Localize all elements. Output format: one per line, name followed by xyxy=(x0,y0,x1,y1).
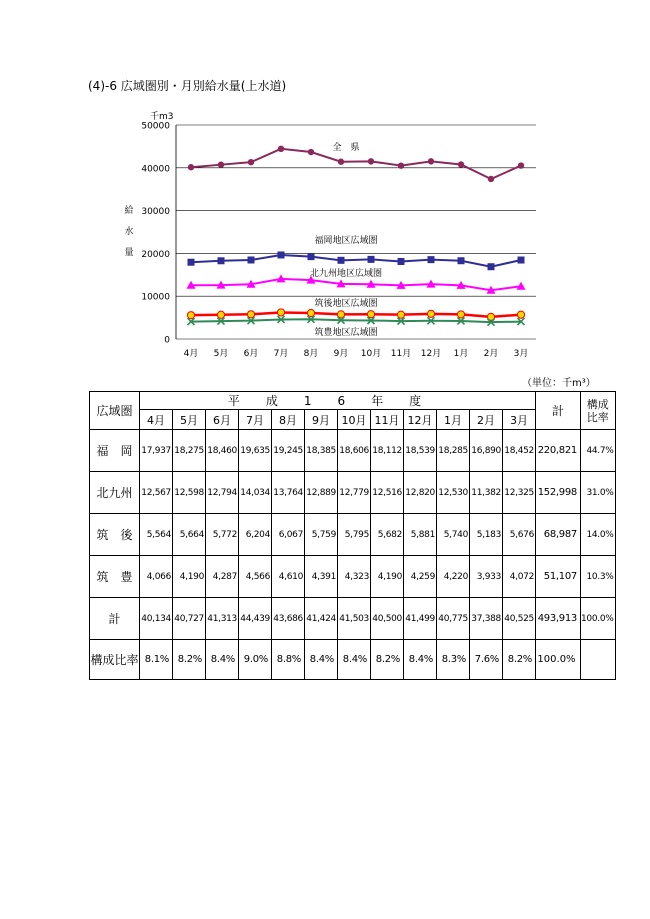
month-value: 5,881 xyxy=(404,514,437,556)
table-corner-header: 広域圏 xyxy=(90,392,140,430)
row-ratio: 31.0% xyxy=(581,472,616,514)
month-value: 14,034 xyxy=(239,472,272,514)
month-value: 5,564 xyxy=(140,514,173,556)
page-heading: (4)-6 広域圏別・月別給水量(上水道) xyxy=(88,79,287,93)
month-value: 5,664 xyxy=(173,514,206,556)
month-value: 12,820 xyxy=(404,472,437,514)
month-value: 8.4% xyxy=(206,640,239,680)
month-value: 12,794 xyxy=(206,472,239,514)
table-row xyxy=(90,430,616,472)
row-label: 北九州 xyxy=(90,472,140,514)
month-value: 5,772 xyxy=(206,514,239,556)
row-total: 100.0% xyxy=(536,640,581,680)
month-value: 8.1% xyxy=(140,640,173,680)
month-header: 7月 xyxy=(239,410,272,430)
series-0 xyxy=(188,141,524,182)
data-point xyxy=(188,164,194,170)
month-value: 18,606 xyxy=(338,430,371,472)
month-value: 5,740 xyxy=(437,514,470,556)
ratio-header xyxy=(581,392,616,430)
data-point xyxy=(367,311,374,318)
era-header xyxy=(140,392,536,410)
row-ratio: 100.0% xyxy=(581,598,616,640)
data-point xyxy=(518,162,524,168)
month-value: 4,259 xyxy=(404,556,437,598)
data-point xyxy=(397,311,404,318)
x-tick-label: 3月 xyxy=(513,349,529,359)
series-label: 福岡地区広域圏 xyxy=(314,236,378,246)
month-value: 12,530 xyxy=(437,472,470,514)
month-value: 12,779 xyxy=(338,472,371,514)
data-point xyxy=(368,158,374,164)
y-axis-label-char: 量 xyxy=(124,248,134,258)
data-point xyxy=(518,257,525,264)
month-value: 5,676 xyxy=(503,514,536,556)
month-value: 43,686 xyxy=(272,598,305,640)
table-header-row xyxy=(90,392,616,410)
series-line xyxy=(191,149,521,179)
data-point xyxy=(307,309,314,316)
data-point xyxy=(427,310,434,317)
month-value: 6,067 xyxy=(272,514,305,556)
month-header: 6月 xyxy=(206,410,239,430)
month-value: 5,795 xyxy=(338,514,371,556)
series-line xyxy=(191,312,521,316)
water-supply-table xyxy=(89,391,616,680)
x-tick-label: 8月 xyxy=(303,349,319,359)
y-tick-label: 0 xyxy=(164,335,170,346)
row-ratio: 10.3% xyxy=(581,556,616,598)
month-header: 11月 xyxy=(371,410,404,430)
month-value: 4,190 xyxy=(173,556,206,598)
row-label: 福 岡 xyxy=(90,430,140,472)
table-row xyxy=(90,514,616,556)
row-total: 51,107 xyxy=(536,556,581,598)
month-value: 13,764 xyxy=(272,472,305,514)
month-value: 4,287 xyxy=(206,556,239,598)
data-point xyxy=(338,159,344,165)
row-label: 計 xyxy=(90,598,140,640)
x-tick-label: 7月 xyxy=(273,349,289,359)
y-tick-label: 10000 xyxy=(141,292,170,303)
y-tick-label: 40000 xyxy=(141,164,170,175)
row-total: 68,987 xyxy=(536,514,581,556)
month-value: 18,539 xyxy=(404,430,437,472)
x-tick-label: 5月 xyxy=(213,349,229,359)
month-value: 12,567 xyxy=(140,472,173,514)
series-label: 筑後地区広域圏 xyxy=(314,299,378,309)
series-label: 北九州地区広域圏 xyxy=(309,269,383,279)
month-header: 10月 xyxy=(338,410,371,430)
month-value: 18,275 xyxy=(173,430,206,472)
month-header: 4月 xyxy=(140,410,173,430)
x-tick-label: 12月 xyxy=(420,349,442,359)
month-value: 18,385 xyxy=(305,430,338,472)
month-value: 41,503 xyxy=(338,598,371,640)
data-point xyxy=(277,309,284,316)
series-label: 全 県 xyxy=(332,143,360,153)
month-value: 12,516 xyxy=(371,472,404,514)
table-row xyxy=(90,556,616,598)
month-header: 2月 xyxy=(470,410,503,430)
month-value: 41,499 xyxy=(404,598,437,640)
month-value: 12,889 xyxy=(305,472,338,514)
series-2 xyxy=(187,267,526,294)
month-value: 3,933 xyxy=(470,556,503,598)
data-point xyxy=(338,257,345,264)
x-tick-label: 6月 xyxy=(243,349,259,359)
data-point xyxy=(247,311,254,318)
data-point xyxy=(218,257,225,264)
month-value: 12,598 xyxy=(173,472,206,514)
y-tick-label: 20000 xyxy=(141,249,170,260)
series-4 xyxy=(188,316,525,338)
month-value: 44,439 xyxy=(239,598,272,640)
y-unit-label: 千m3 xyxy=(150,112,174,122)
series-line xyxy=(191,279,521,290)
month-value: 9.0% xyxy=(239,640,272,680)
month-value: 12,325 xyxy=(503,472,536,514)
total-header: 計 xyxy=(536,392,581,430)
x-tick-label: 1月 xyxy=(453,349,469,359)
month-value: 41,424 xyxy=(305,598,338,640)
data-point xyxy=(217,311,224,318)
row-ratio: 14.0% xyxy=(581,514,616,556)
month-value: 4,220 xyxy=(437,556,470,598)
data-point xyxy=(278,146,284,152)
month-header: 9月 xyxy=(305,410,338,430)
table-row xyxy=(90,640,616,680)
data-point xyxy=(398,162,404,168)
month-value: 8.2% xyxy=(173,640,206,680)
y-tick-label: 30000 xyxy=(141,207,170,218)
month-value: 19,635 xyxy=(239,430,272,472)
month-value: 8.2% xyxy=(371,640,404,680)
x-tick-label: 4月 xyxy=(183,349,199,359)
row-total: 493,913 xyxy=(536,598,581,640)
month-value: 4,066 xyxy=(140,556,173,598)
month-header: 8月 xyxy=(272,410,305,430)
series-line xyxy=(191,255,521,267)
month-value: 4,072 xyxy=(503,556,536,598)
month-header: 3月 xyxy=(503,410,536,430)
row-label: 筑 豊 xyxy=(90,556,140,598)
row-total: 152,998 xyxy=(536,472,581,514)
month-value: 18,460 xyxy=(206,430,239,472)
month-value: 41,313 xyxy=(206,598,239,640)
data-point xyxy=(458,257,465,264)
month-value: 8.3% xyxy=(437,640,470,680)
month-value: 16,890 xyxy=(470,430,503,472)
row-label: 構成比率 xyxy=(90,640,140,680)
x-tick-label: 11月 xyxy=(390,349,412,359)
ratio-header-label: 構成比率 xyxy=(586,397,609,424)
table-row xyxy=(90,472,616,514)
month-value: 4,391 xyxy=(305,556,338,598)
data-point xyxy=(458,161,464,167)
month-value: 8.2% xyxy=(503,640,536,680)
data-point xyxy=(428,158,434,164)
month-header: 1月 xyxy=(437,410,470,430)
data-point xyxy=(517,311,524,318)
data-point xyxy=(457,311,464,318)
month-value: 4,190 xyxy=(371,556,404,598)
month-value: 8.4% xyxy=(338,640,371,680)
y-tick-label: 50000 xyxy=(141,121,170,132)
row-ratio: 44.7% xyxy=(581,430,616,472)
series-3 xyxy=(187,297,524,320)
month-value: 5,759 xyxy=(305,514,338,556)
series-line xyxy=(191,319,521,322)
month-value: 18,112 xyxy=(371,430,404,472)
data-point xyxy=(188,259,195,266)
data-point xyxy=(368,256,375,263)
table-row xyxy=(90,598,616,640)
month-value: 4,566 xyxy=(239,556,272,598)
data-point xyxy=(248,159,254,165)
data-point xyxy=(248,256,255,263)
month-value: 19,245 xyxy=(272,430,305,472)
row-total: 220,821 xyxy=(536,430,581,472)
month-value: 40,775 xyxy=(437,598,470,640)
data-point xyxy=(428,256,435,263)
series-1 xyxy=(188,234,525,270)
y-axis-label-char: 給 xyxy=(124,206,134,216)
month-value: 6,204 xyxy=(239,514,272,556)
water-supply-line-chart xyxy=(0,0,650,370)
month-value: 40,727 xyxy=(173,598,206,640)
month-value: 40,500 xyxy=(371,598,404,640)
month-value: 4,323 xyxy=(338,556,371,598)
series-label: 筑豊地区広域圏 xyxy=(314,328,378,338)
month-value: 5,682 xyxy=(371,514,404,556)
data-point xyxy=(488,176,494,182)
data-point xyxy=(218,161,224,167)
month-value: 8.8% xyxy=(272,640,305,680)
row-label: 筑 後 xyxy=(90,514,140,556)
month-value: 18,452 xyxy=(503,430,536,472)
month-header: 12月 xyxy=(404,410,437,430)
row-ratio xyxy=(581,640,616,680)
y-axis-label-char: 水 xyxy=(124,227,134,237)
data-point xyxy=(187,312,194,319)
month-value: 17,937 xyxy=(140,430,173,472)
month-value: 40,525 xyxy=(503,598,536,640)
unit-note: （単位：千m³） xyxy=(522,378,596,389)
data-point xyxy=(308,149,314,155)
x-tick-label: 2月 xyxy=(483,349,499,359)
month-value: 4,610 xyxy=(272,556,305,598)
data-point xyxy=(278,251,285,258)
month-value: 7.6% xyxy=(470,640,503,680)
x-tick-label: 10月 xyxy=(360,349,382,359)
month-value: 5,183 xyxy=(470,514,503,556)
month-value: 18,285 xyxy=(437,430,470,472)
era-label: 平成16年度 xyxy=(227,394,448,408)
month-value: 40,134 xyxy=(140,598,173,640)
month-value: 37,388 xyxy=(470,598,503,640)
x-tick-label: 9月 xyxy=(333,349,349,359)
data-point xyxy=(398,258,405,265)
month-value: 8.4% xyxy=(305,640,338,680)
month-value: 8.4% xyxy=(404,640,437,680)
data-point xyxy=(488,263,495,270)
data-point xyxy=(308,253,315,260)
month-value: 11,382 xyxy=(470,472,503,514)
month-header: 5月 xyxy=(173,410,206,430)
